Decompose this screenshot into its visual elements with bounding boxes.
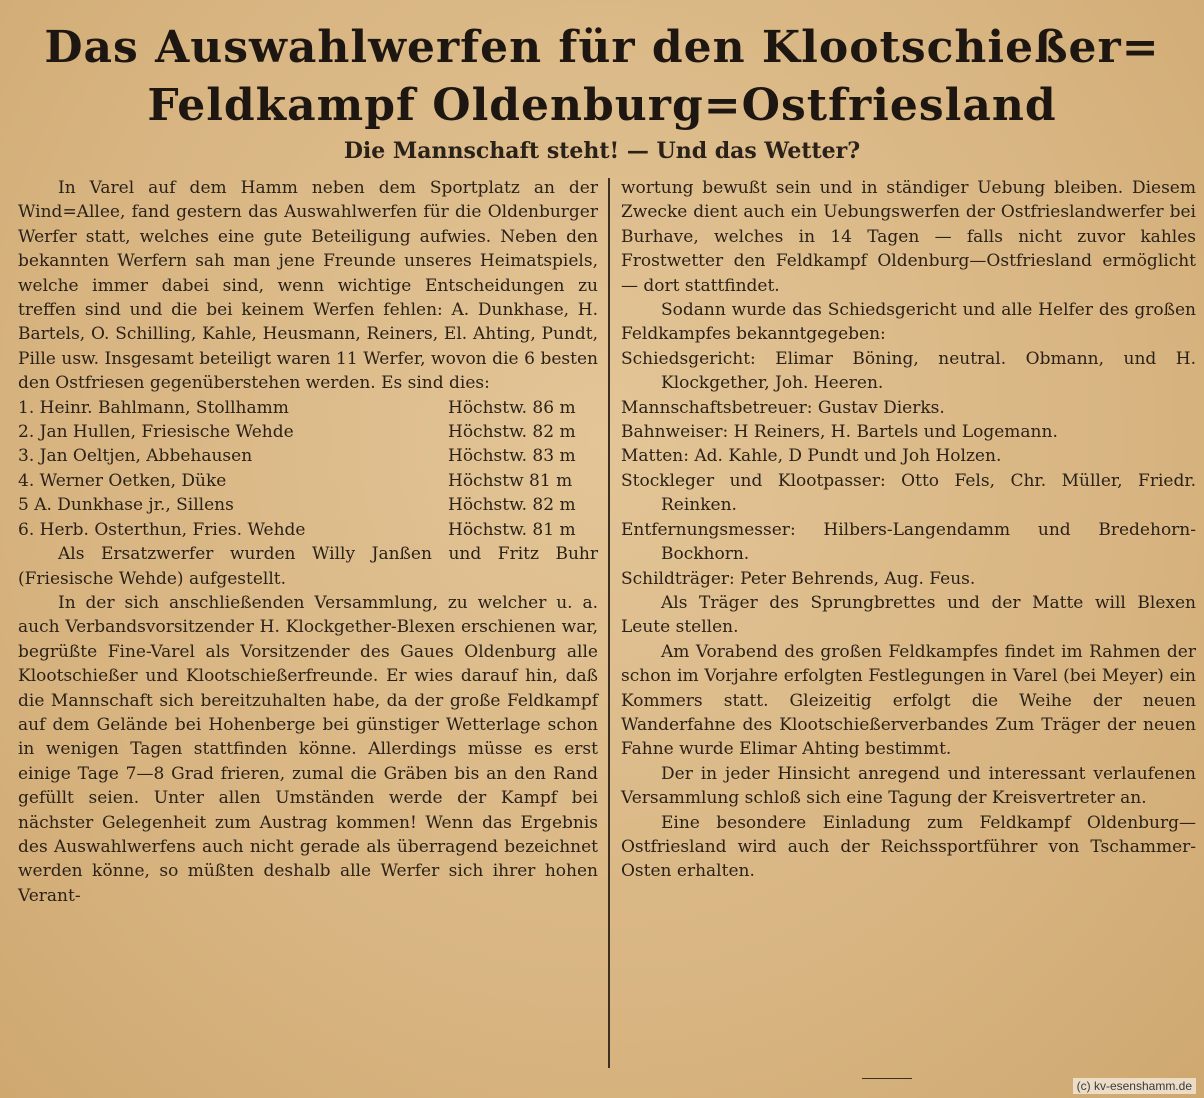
role-entry: Stockleger und Klootpasser: Otto Fels, Chr. Müller, Friedr. Reinken. [621, 470, 1196, 516]
ranking-distance: Höchstw. 86 m [448, 397, 576, 418]
ranking-name: 3. Jan Oeltjen, Abbehausen [18, 446, 253, 467]
ranking-name: 4. Werner Oetken, Düke [18, 470, 227, 491]
ranking-name: 2. Jan Hullen, Friesische Wehde [18, 422, 294, 443]
ranking-distance: Höchstw. 81 m [448, 519, 576, 540]
ranking-row [18, 420, 598, 444]
copyright-watermark: (c) kv-esenshamm.de [1073, 1078, 1196, 1094]
role-entry: Matten: Ad. Kahle, D Pundt und Joh Holzen. [621, 446, 1002, 467]
ranking-name: 5 A. Dunkhase jr., Sillens [18, 495, 234, 516]
ranking-distance: Höchstw 81 m [448, 470, 573, 491]
ranking-row [18, 396, 598, 420]
role-entry: Entfernungsmesser: Hilbers-Langendamm und Bredehorn-Bockhorn. [621, 519, 1196, 565]
right-paragraph-5: Der in jeder Hinsicht anregend und interessant verlaufenen Versammlung schloß sich eine Tagung der Kreisvertreter an. [621, 763, 1196, 809]
subtitle: Die Mannschaft steht! — Und das Wetter? [343, 138, 861, 164]
right-paragraph-4: Am Vorabend des großen Feldkampfes findet im Rahmen der schon im Vorjahre erfolgten Festlegungen in Varel (bei Meyer) ein Kommers statt. Gleizeitig erfolgt die Weihe der neuen Wanderfahne des Klootschießerverbandes Zum Träger der neuen Fahne wurde Elimar Ahting bestimmt. [621, 641, 1196, 760]
headline-line-2: Feldkampf Oldenburg=Ostfriesland [147, 80, 1057, 131]
right-paragraph-2: Sodann wurde das Schiedsgericht und alle Helfer des großen Feldkampfes bekanntgegeben: [621, 300, 1196, 345]
ranking-distance: Höchstw. 82 m [448, 422, 576, 443]
column-divider [608, 178, 610, 1068]
ranking-row [18, 493, 598, 517]
role-entry: Schiedsgericht: Elimar Böning, neutral. Obmann, und H. Klockgether, Joh. Heeren. [621, 348, 1196, 394]
role-entry: Schildträger: Peter Behrends, Aug. Feus. [621, 568, 976, 589]
role-entry: Mannschaftsbetreuer: Gustav Dierks. [621, 397, 945, 418]
ranking-row [18, 518, 598, 542]
column-right [621, 176, 1196, 884]
left-paragraph-1: In Varel auf dem Hamm neben dem Sportplatz an der Wind=Allee, fand gestern das Auswahlwerfen für die Oldenburger Werfer statt, welches eine gute Beteiligung aufwies. Neben den bekannten Werfern sah man jene Freunde unseres Heimatspiels, welche immer dabei sind, wenn wichtige Entscheidungen zu treffen sind und die bei keinem Werfen fehlen: A. Dunkhase, H. Bartels, O. Schilling, Kahle, Heusmann, Reiners, El. Ahting, Pundt, Pille usw. Insgesamt beteiligt waren 11 Werfer, wovon die 6 besten den Ostfriesen gegenüberstehen werden. Es sind dies: [18, 178, 598, 394]
left-paragraph-3: In der sich anschließenden Versammlung, zu welcher u. a. auch Verbandsvorsitzender H. Klockgether-Blexen erschienen war, begrüßte Fine-Varel als Vorsitzender des Gaues Oldenburg alle Klootschießer und Klootschießerfreunde. Er wies darauf hin, daß die Mannschaft sich bereitzuhalten habe, da der große Feldkampf auf dem Gelände bei Hohenberge bei günstiger Wetterlage schon in wenigen Tagen stattfinden könne. Allerdings müsse es erst einige Tage 7—8 Grad frieren, zumal die Gräben bis an den Rand gefüllt seien. Unter allen Umständen werde der Kampf bei nächster Gelegenheit zum Austrag kommen! Wenn das Ergebnis des Auswahlwerfens auch nicht gerade als überragend bezeichnet werden könne, so müßten deshalb alle Werfer sich ihrer hohen Verant- [18, 592, 598, 906]
ranking-name: 6. Herb. Osterthun, Fries. Wehde [18, 519, 306, 540]
right-paragraph-1: wortung bewußt sein und in ständiger Uebung bleiben. Diesem Zwecke dient auch ein Uebungswerfen der Ostfrieslandwerfer bei Burhave, welches in 14 Tagen — falls nicht zuvor kahles Frostwetter den Feldkampf Oldenburg—Ostfriesland ermöglicht — dort stattfindet. [621, 178, 1196, 296]
ranking-row [18, 469, 598, 493]
ranking-distance: Höchstw. 82 m [448, 495, 576, 516]
ranking-row [18, 444, 598, 468]
end-rule [862, 1078, 912, 1079]
left-paragraph-2: Als Ersatzwerfer wurden Willy Janßen und Fritz Buhr (Friesische Wehde) aufgestellt. [18, 544, 598, 589]
right-paragraph-3: Als Träger des Sprungbrettes und der Matte will Blexen Leute stellen. [621, 592, 1196, 638]
ranking-name: 1. Heinr. Bahlmann, Stollhamm [18, 397, 289, 418]
role-entry: Bahnweiser: H Reiners, H. Bartels und Logemann. [621, 422, 1058, 443]
ranking-list [18, 396, 598, 542]
right-paragraph-6: Eine besondere Einladung zum Feldkampf Oldenburg—Ostfriesland wird auch der Reichssportführer von Tschammer-Osten erhalten. [621, 812, 1196, 882]
column-left [18, 176, 598, 908]
ranking-distance: Höchstw. 83 m [448, 446, 576, 467]
headline-line-1: Das Auswahlwerfen für den Klootschießer= [44, 22, 1160, 73]
